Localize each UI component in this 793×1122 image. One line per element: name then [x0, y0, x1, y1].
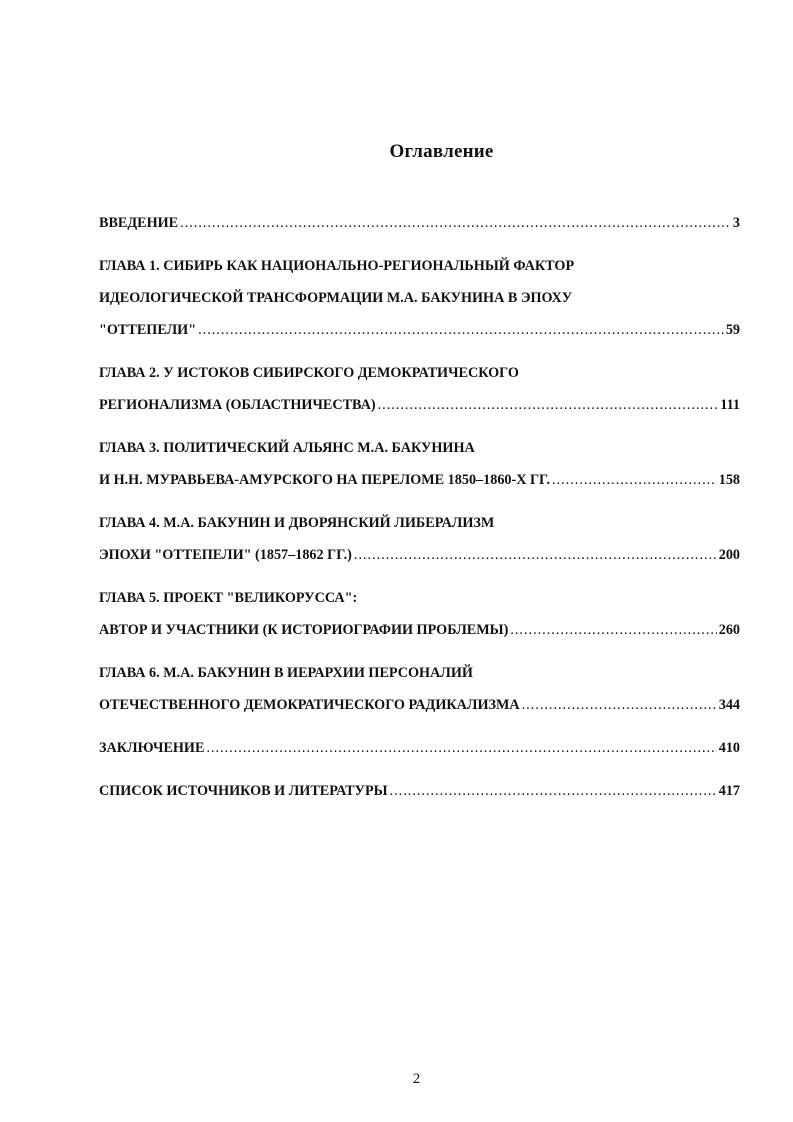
dot-leader	[510, 614, 716, 646]
toc-entry-line	[99, 314, 740, 346]
toc-entry-text: СПИСОК ИСТОЧНИКОВ И ЛИТЕРАТУРЫ	[99, 783, 388, 799]
dot-leader	[522, 689, 717, 721]
toc-entry[interactable]	[99, 507, 740, 571]
dot-leader	[206, 732, 716, 764]
dot-leader	[390, 775, 717, 807]
toc-entry-text: АВТОР И УЧАСТНИКИ (К ИСТОРИОГРАФИИ ПРОБЛЕМЫ)	[99, 622, 509, 638]
table-of-contents	[99, 207, 740, 818]
toc-entry-line	[99, 357, 740, 389]
toc-entry[interactable]	[99, 657, 740, 721]
toc-entry[interactable]	[99, 732, 740, 764]
toc-entry-line	[99, 282, 740, 314]
toc-entry-line	[99, 432, 740, 464]
toc-entry-page: 3	[732, 215, 740, 231]
toc-entry-text: ГЛАВА 6. М.А. БАКУНИН В ИЕРАРХИИ ПЕРСОНАЛИЙ	[99, 665, 473, 681]
page-number: 2	[412, 1071, 421, 1087]
dot-leader	[354, 539, 717, 571]
toc-entry-text: ГЛАВА 4. М.А. БАКУНИН И ДВОРЯНСКИЙ ЛИБЕРАЛИЗМ	[99, 515, 495, 531]
toc-entry-line	[99, 539, 740, 571]
toc-entry-line	[99, 732, 740, 764]
toc-entry[interactable]	[99, 775, 740, 807]
toc-entry[interactable]	[99, 582, 740, 646]
toc-entry-text: ГЛАВА 5. ПРОЕКТ "ВЕЛИКОРУССА":	[99, 590, 358, 606]
toc-entry-page: 260	[718, 622, 740, 638]
toc-entry[interactable]	[99, 357, 740, 421]
dot-leader	[378, 389, 719, 421]
toc-entry-line	[99, 464, 740, 496]
toc-entry-text: ГЛАВА 1. СИБИРЬ КАК НАЦИОНАЛЬНО-РЕГИОНАЛЬНЫЙ ФАКТОР	[99, 258, 575, 274]
toc-entry-page: 111	[720, 397, 740, 413]
toc-entry-page: 344	[718, 697, 740, 713]
toc-entry[interactable]	[99, 432, 740, 496]
dot-leader	[180, 207, 731, 239]
toc-entry-line	[99, 582, 740, 614]
toc-entry-line	[99, 389, 740, 421]
toc-entry[interactable]	[99, 207, 740, 239]
toc-entry-line	[99, 775, 740, 807]
dot-leader	[552, 464, 717, 496]
dot-leader	[198, 314, 724, 346]
toc-entry-line	[99, 614, 740, 646]
toc-entry[interactable]	[99, 250, 740, 346]
toc-entry-text: РЕГИОНАЛИЗМА (ОБЛАСТНИЧЕСТВА)	[99, 397, 376, 413]
toc-entry-page: 59	[725, 322, 740, 338]
toc-entry-text: ГЛАВА 3. ПОЛИТИЧЕСКИЙ АЛЬЯНС М.А. БАКУНИНА	[99, 440, 475, 456]
toc-entry-line	[99, 689, 740, 721]
page-title: Оглавление	[389, 141, 494, 162]
toc-entry-line	[99, 250, 740, 282]
toc-entry-text: И Н.Н. МУРАВЬЕВА-АМУРСКОГО НА ПЕРЕЛОМЕ 1850–1860-Х ГГ.	[99, 472, 551, 488]
toc-entry-text: ВВЕДЕНИЕ	[99, 215, 179, 231]
toc-entry-line	[99, 507, 740, 539]
toc-entry-text: "ОТТЕПЕЛИ"	[99, 322, 197, 338]
toc-entry-line	[99, 657, 740, 689]
toc-entry-text: ЗАКЛЮЧЕНИЕ	[99, 740, 205, 756]
toc-entry-page: 158	[718, 472, 740, 488]
toc-entry-text: ИДЕОЛОГИЧЕСКОЙ ТРАНСФОРМАЦИИ М.А. БАКУНИНА В ЭПОХУ	[99, 290, 573, 306]
toc-entry-page: 417	[718, 783, 740, 799]
toc-entry-text: ГЛАВА 2. У ИСТОКОВ СИБИРСКОГО ДЕМОКРАТИЧЕСКОГО	[99, 365, 519, 381]
toc-entry-line	[99, 207, 740, 239]
toc-entry-page: 200	[718, 547, 740, 563]
toc-entry-text: ОТЕЧЕСТВЕННОГО ДЕМОКРАТИЧЕСКОГО РАДИКАЛИЗМА	[99, 697, 520, 713]
toc-entry-text: ЭПОХИ "ОТТЕПЕЛИ" (1857–1862 ГГ.)	[99, 547, 352, 563]
toc-entry-page: 410	[718, 740, 740, 756]
